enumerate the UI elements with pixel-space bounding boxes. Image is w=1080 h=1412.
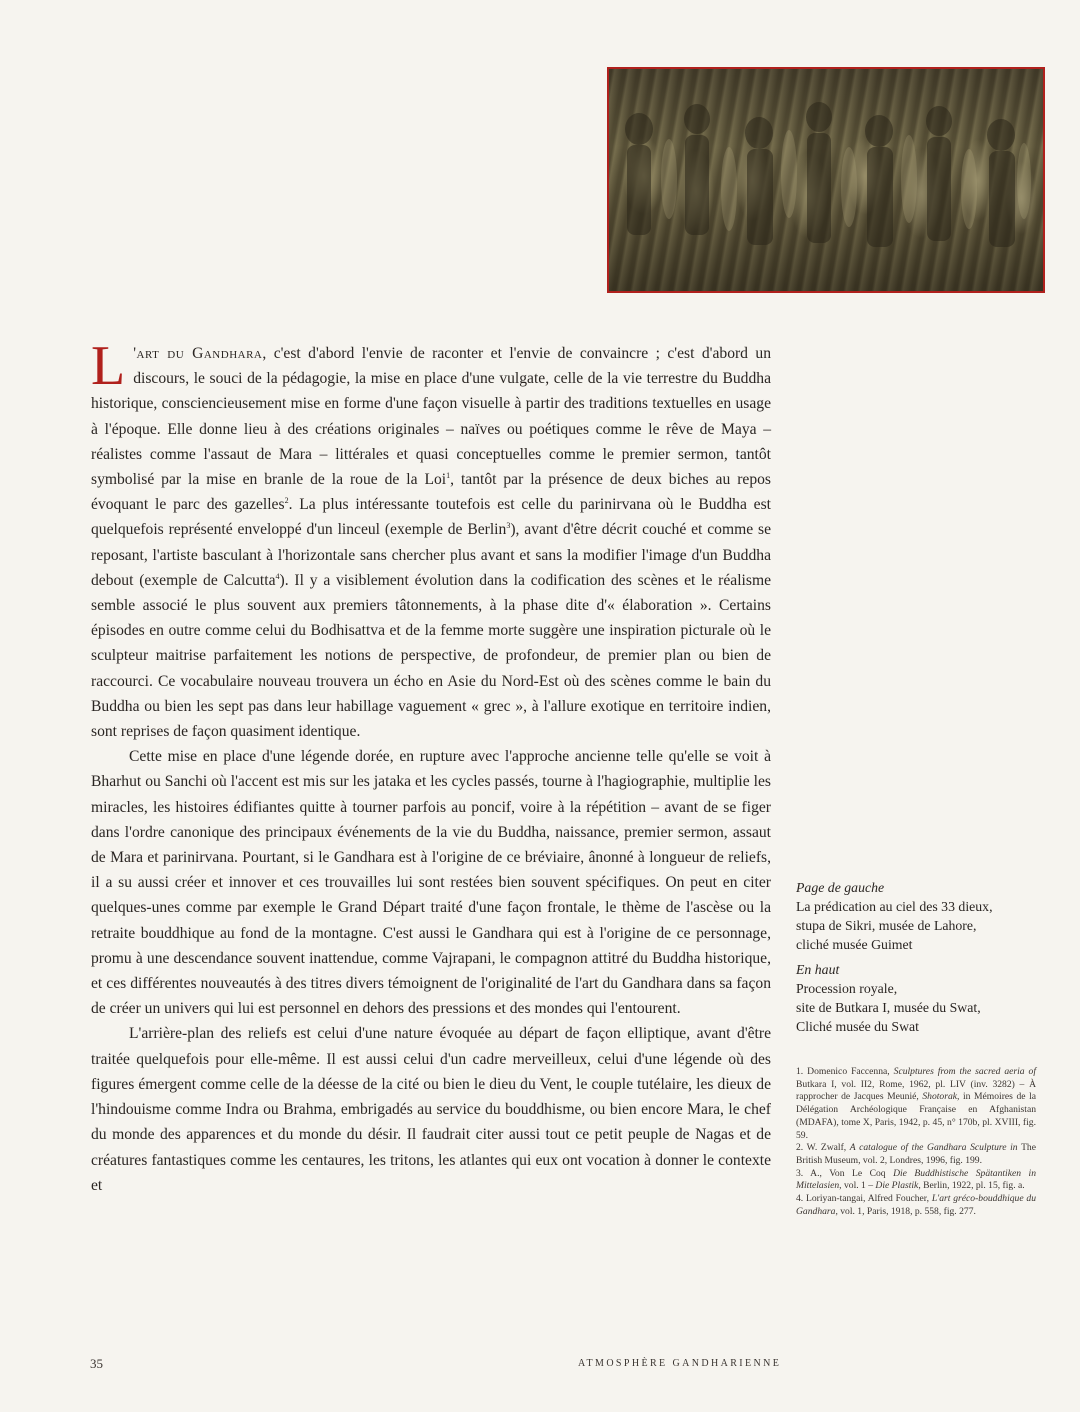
footnote-3 bbox=[796, 1168, 1036, 1193]
footnote-3-text-c: , Berlin, 1922, pl. 15, fig. a. bbox=[918, 1180, 1025, 1192]
footnote-1-title: Sculptures from the sacred aeria of bbox=[893, 1066, 1036, 1077]
image-captions bbox=[796, 878, 1036, 1042]
footnote-2 bbox=[796, 1142, 1036, 1167]
footnote-4 bbox=[796, 1193, 1036, 1218]
note-ref-3: 3 bbox=[506, 521, 511, 531]
footnote-2-title: A catalogue of the Gandhara Sculpture in bbox=[849, 1142, 1018, 1154]
footnote-3-text-b: , vol. 1 – bbox=[839, 1180, 876, 1192]
caption-top bbox=[796, 960, 1036, 1036]
note-ref-4: 4 bbox=[275, 571, 280, 581]
footnote-3-title-2: Die Plastik bbox=[875, 1180, 919, 1192]
p1-text-e: ). Il y a visiblement évolution dans la codification des scènes et le réalisme semble associé le plus souvent aux premiers tâtonnements, à la phase dite d'« élaboration ». Certains épisodes en outre comme celui du Bodhisattva et de la femme morte suggère une inspiration picturale où le sculpteur maitrise parfaitement les notions de perspective, de profondeur, de premier plan ou bien de raccourci. Ce vocabulaire nouveau trouvera un écho en Asie du Nord-Est où des scènes comme le bain du Buddha ou bien les sept pas dans leur habillage vaguement « grec », à l'allure exotique en territoire indien, sont reprises de façon quasiment identique. bbox=[91, 571, 771, 741]
paragraph-3: L'arrière-plan des reliefs est celui d'une nature évoquée au départ de façon elliptique, avant d'être traitée quelquefois pour elle-même. Il est aussi celui d'un cadre merveilleux, celui d'une légende où des figures émergent comme celle de la déesse de la cité ou bien le dieu du Vent, le couple tutélaire, les dieux de l'hindouisme comme Indra ou Brahma, embrigadés au service du bouddhisme, ou bien encore Mara, le chef du monde des apparences et du monde du désir. Il faudrait citer aussi tout ce petit peuple de Nagas et de créatures fantastiques comme les centaures, les tritons, les atlantes qui eux ont vocation à donner le contexte et bbox=[91, 1025, 771, 1194]
article-body bbox=[91, 335, 772, 1198]
caption-top-line-2: site de Butkara I, musée du Swat, bbox=[796, 1000, 981, 1015]
paragraph-1 bbox=[91, 335, 772, 744]
caption-top-heading: En haut bbox=[796, 962, 840, 977]
footnote-1-text-b: Butkara I, vol. II2, Rome, 1962, pl. LIV (inv. 3282) – À rapprocher de Jacques Meunié, bbox=[796, 1078, 1036, 1103]
footnote-1-text-a: 1. Domenico Faccenna, bbox=[796, 1066, 894, 1077]
footnote-3-title: Die Buddhistische Spätantiken in Mittelasien bbox=[796, 1167, 1036, 1192]
footnotes bbox=[796, 1066, 1036, 1218]
footnote-4-text-a: 4. Loriyan-tangai, Alfred Foucher, bbox=[796, 1193, 932, 1205]
footnote-4-text-b: , vol. 1, Paris, 1918, p. 558, fig. 277. bbox=[835, 1205, 976, 1217]
caption-top-line-1: Procession royale, bbox=[796, 981, 898, 996]
caption-left-line-1: La prédication au ciel des 33 dieux, bbox=[796, 899, 993, 914]
relief-figures bbox=[609, 69, 1043, 291]
caption-top-line-3: Cliché musée du Swat bbox=[796, 1019, 919, 1034]
caption-left-heading: Page de gauche bbox=[796, 880, 885, 895]
lead-smallcaps: 'art du Gandhara bbox=[133, 345, 263, 362]
footnote-3-text-a: 3. A., Von Le Coq bbox=[796, 1167, 894, 1179]
footnote-1 bbox=[796, 1066, 1036, 1142]
paragraph-2: Cette mise en place d'une légende dorée, en rupture avec l'approche ancienne telle qu'elle se voit à Bharhut ou Sanchi où l'accent est mis sur les jataka et les cycles passés, tourne à l'hagiographie, multiplie les miracles, les histoires édifiantes quitte à tourner parfois au poncif, voire à la répétition – avant de se figer dans l'ordre canonique des principaux événements de la vie du Buddha, naissance, premier sermon, assaut de Mara et parinirvana. Pourtant, si le Gandhara est à l'origine de ce bréviaire, ânonné à longueur de reliefs, il a su aussi créer et innover et ces trouvailles lui sont restées bien souvent spécifiques. On peut en citer quelques-unes comme par exemple le Grand Départ traité d'une façon frontale, le thème de l'ascèse ou la retraite bouddhique au fond de la montagne. C'est aussi le Gandhara qui est à l'origine de ce personnage, promu à une descendance souvent inattendue, comme Vajrapani, le compagnon attitré du Buddha historique, et ces différentes nouveautés à des titres divers témoignent de l'originalité de l'art du Gandhara dans sa façon de créer un univers qui lui est personnel en dehors des pressions et des mondes qui l'entourent. bbox=[91, 748, 771, 1018]
note-ref-2: 2 bbox=[284, 496, 289, 506]
note-ref-1: 1 bbox=[446, 470, 451, 480]
caption-left-page bbox=[796, 878, 1036, 954]
caption-left-line-3: cliché musée Guimet bbox=[796, 937, 913, 952]
footnote-1-text-c: , in Mémoires de la Délégation Archéologique Française en Afghanistan (MDAFA), tome X, Paris, 1942, p. 45, n° 170b, pl. XVIII, fig. 59. bbox=[796, 1091, 1036, 1141]
footnote-4-title: L'art gréco-bouddhique du Gandhara bbox=[796, 1193, 1036, 1217]
footnote-2-text-a: 2. W. Zwalf, bbox=[796, 1142, 850, 1154]
p1-text-c: . La plus intéressante toutefois est celle du parinirvana où le Buddha est quelquefois représenté enveloppé d'un linceul (exemple de Berlin bbox=[91, 496, 772, 539]
drop-cap: L bbox=[91, 335, 126, 397]
p1-text-b: , tantôt par la présence de deux biches au repos évoquant le parc des gazelles bbox=[91, 471, 771, 514]
p1-text-a: , c'est d'abord l'envie de raconter et l'envie de convaincre ; c'est d'abord un discours, le souci de la pédagogie, la mise en place d'une vulgate, celle de la vie terrestre du Buddha historique, consciencieusement mise en forme d'une façon visuelle à partir des traditions textuelles en usage à l'époque. Elle donne lieu à des créations originales – naïves ou poétiques comme le rêve de Maya – réalistes comme l'assaut de Mara – littérales et quasi conceptuelles comme le premier sermon, tantôt symbolisé par la mise en branle de la roue de la Loi bbox=[91, 345, 771, 489]
relief-photo bbox=[607, 67, 1045, 293]
page-number: 35 bbox=[90, 1356, 103, 1371]
footnote-2-text-b: The British Museum, vol. 2, Londres, 1996, fig. 199. bbox=[796, 1142, 1036, 1166]
footnote-1-title-2: Shotorak bbox=[922, 1091, 958, 1103]
p1-text-d: ), avant d'être décrit couché et comme se reposant, l'artiste basculant à l'horizontale sans chercher plus avant et sans la modifier l'image d'un Buddha debout (exemple de Calcutta bbox=[91, 521, 772, 589]
caption-left-line-2: stupa de Sikri, musée de Lahore, bbox=[796, 918, 977, 933]
running-head: ATMOSPHÈRE GANDHARIENNE bbox=[578, 1358, 782, 1369]
